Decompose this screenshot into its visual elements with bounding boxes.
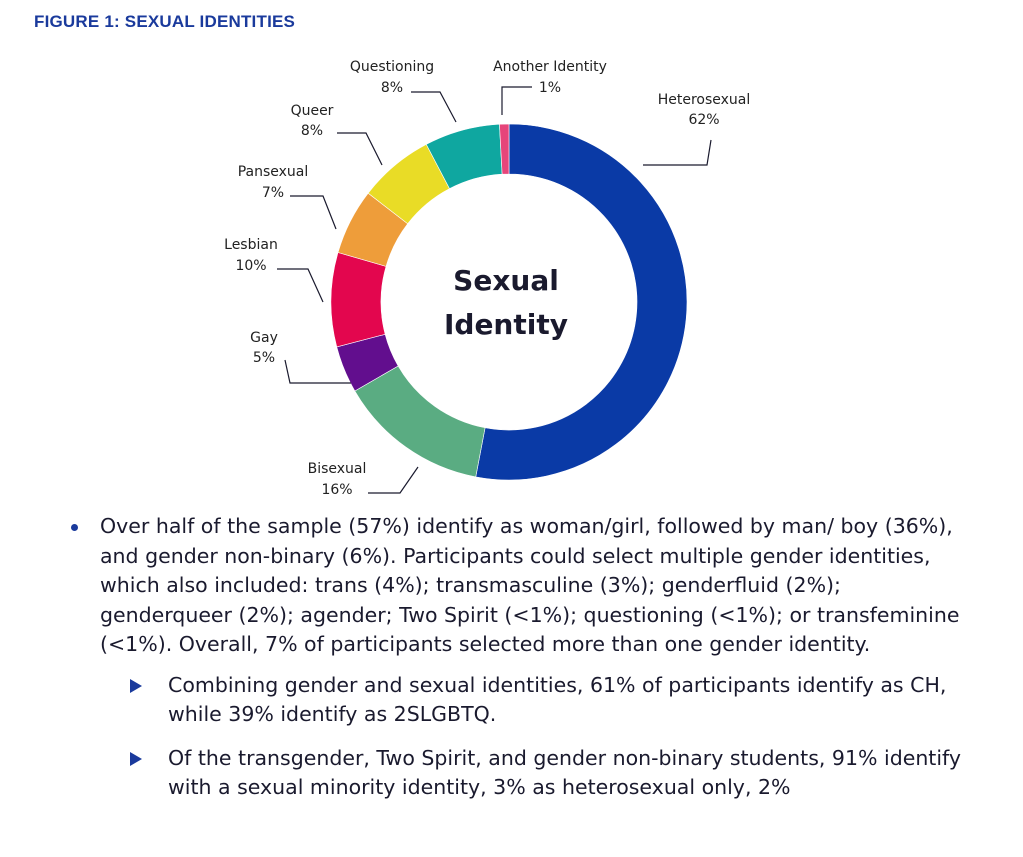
center-label-line: Identity (443, 308, 569, 341)
sub-bullet-text: Combining gender and sexual identities, 61% of participants identify as CH, while 39% identify as 2SLGBTQ. (168, 672, 947, 726)
slice-value-lesbian: 10% (235, 258, 267, 274)
slice-value-heterosexual: 62% (688, 112, 720, 128)
leader-line-pansexual (290, 196, 336, 229)
slice-lesbian (331, 252, 386, 346)
leader-line-gay (285, 360, 351, 383)
sub-bullet-item (62, 744, 962, 803)
slice-value-bisexual: 16% (321, 482, 353, 498)
center-label-line: Sexual (453, 264, 559, 297)
leader-line-another-identity (502, 87, 532, 115)
slice-label-gay: Gay (250, 330, 278, 346)
slice-value-questioning: 8% (380, 80, 404, 96)
slice-label-lesbian: Lesbian (224, 237, 278, 253)
leader-line-queer (337, 133, 382, 165)
slice-label-bisexual: Bisexual (307, 461, 367, 477)
leader-line-questioning (411, 92, 456, 122)
slice-value-pansexual: 7% (261, 185, 285, 201)
slice-label-pansexual: Pansexual (237, 164, 309, 180)
sub-bullet-item (62, 671, 962, 730)
leader-line-bisexual (368, 467, 418, 493)
slice-bisexual (355, 366, 485, 477)
slice-label-heterosexual: Heterosexual (657, 92, 751, 108)
bullet-text: Over half of the sample (57%) identify as woman/girl, followed by man/ boy (36%), and gender non-binary (6%). Participants could select multiple gender identities, which also included: trans (4%); transmasculine (3%); genderfluid (2%); genderqueer (2%); agender; Two Spirit (<1%); questioning (<1%); or transfeminine (<1%). Overall, 7% of participants selected more than one gender identity. (100, 514, 960, 656)
slice-value-another-identity: 1% (538, 80, 562, 96)
bullet-item (62, 512, 962, 660)
slice-label-queer: Queer (290, 103, 334, 119)
slice-value-gay: 5% (252, 350, 276, 366)
slice-label-another-identity: Another Identity (493, 59, 607, 75)
bullet-dot (71, 524, 78, 531)
slice-label-questioning: Questioning (349, 59, 435, 75)
figure-title: FIGURE 1: SEXUAL IDENTITIES (34, 12, 296, 31)
triangle-bullet-icon (130, 752, 142, 766)
triangle-bullet-icon (130, 679, 142, 693)
leader-line-heterosexual (643, 140, 711, 165)
leader-line-lesbian (277, 269, 323, 302)
slice-heterosexual (476, 124, 687, 480)
body-text (62, 512, 962, 803)
slice-value-queer: 8% (300, 123, 324, 139)
sub-bullet-text: Of the transgender, Two Spirit, and gender non-binary students, 91% identify with a sexual minority identity, 3% as heterosexual only, 2% (168, 745, 962, 799)
